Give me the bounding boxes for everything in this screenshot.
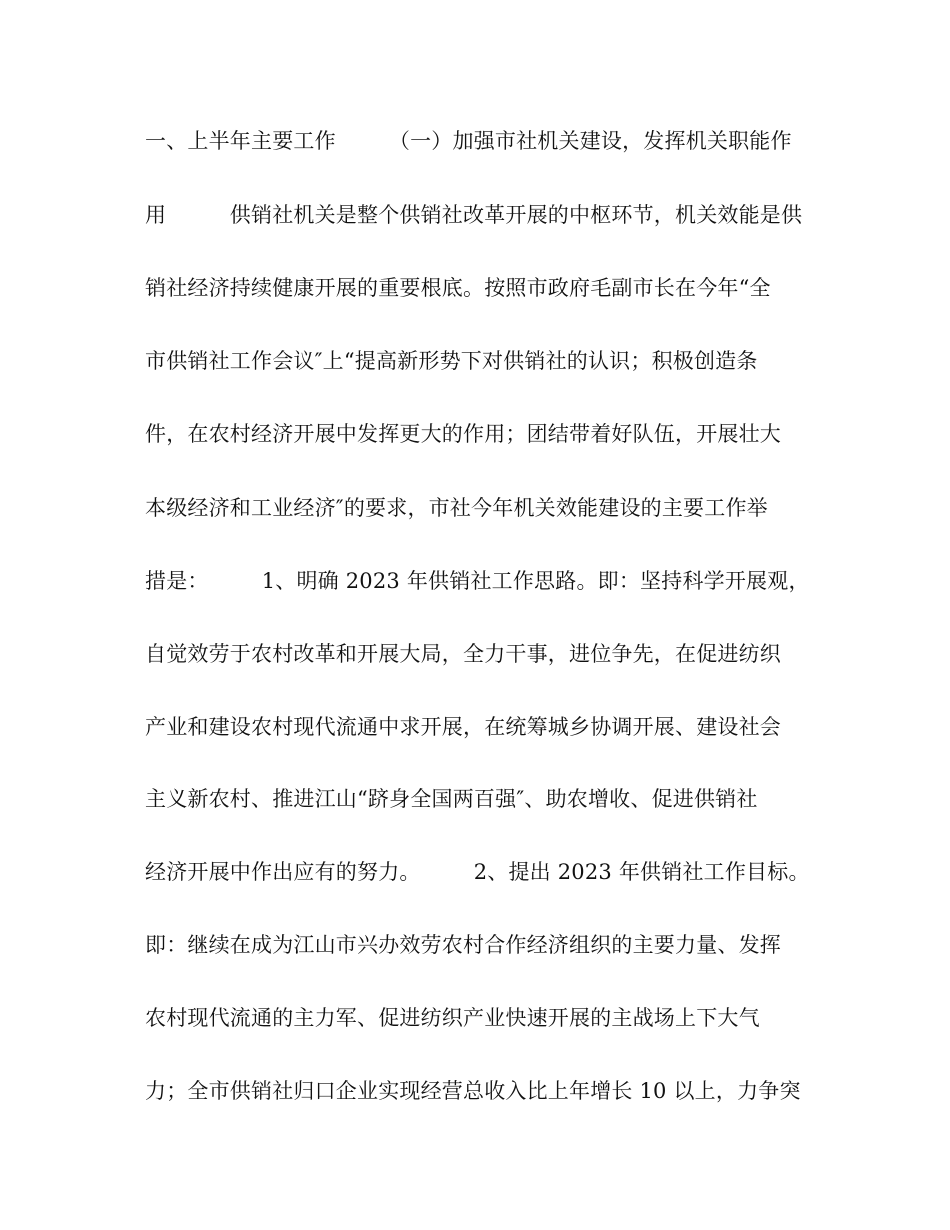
text-line: 一、上半年主要工作 （一）加强市社机关建设，发挥机关职能作 xyxy=(145,129,792,153)
text-line: 措是： 1、明确 2023 年供销社工作思路。即：坚持科学开展观， xyxy=(145,569,810,593)
text-line: 力；全市供销社归口企业实现经营总收入比上年增长 10 以上，力争突 xyxy=(145,1079,801,1103)
text-line: 销社经济持续健康开展的重要根底。按照市政府毛副市长在今年“全 xyxy=(145,276,771,300)
text-line: 本级经济和工业经济″的要求，市社今年机关效能建设的主要工作举 xyxy=(145,496,768,520)
text-line: 市供销社工作会议″上“提高新形势下对供销社的认识；积极创造条 xyxy=(145,349,758,373)
text-line: 即：继续在成为江山市兴办效劳农村合作经济组织的主要力量、发挥 xyxy=(145,933,781,957)
text-line: 经济开展中作出应有的努力。 2、提出 2023 年供销社工作目标。 xyxy=(145,860,810,884)
text-line: 件，在农村经济开展中发挥更大的作用；团结带着好队伍，开展壮大 xyxy=(145,422,781,446)
text-line: 主义新农村、推进江山“跻身全国两百强″、助农增收、促进供销社 xyxy=(145,787,758,811)
text-line: 自觉效劳于农村改革和开展大局，全力干事，进位争先，在促进纺织 xyxy=(145,642,781,666)
text-line: 用 供销社机关是整个供销社改革开展的中枢环节，机关效能是供 xyxy=(145,203,803,227)
text-line: 农村现代流通的主力军、促进纺织产业快速开展的主战场上下大气 xyxy=(145,1006,760,1030)
text-line: 产业和建设农村现代流通中求开展，在统筹城乡协调开展、建设社会 xyxy=(145,715,781,739)
